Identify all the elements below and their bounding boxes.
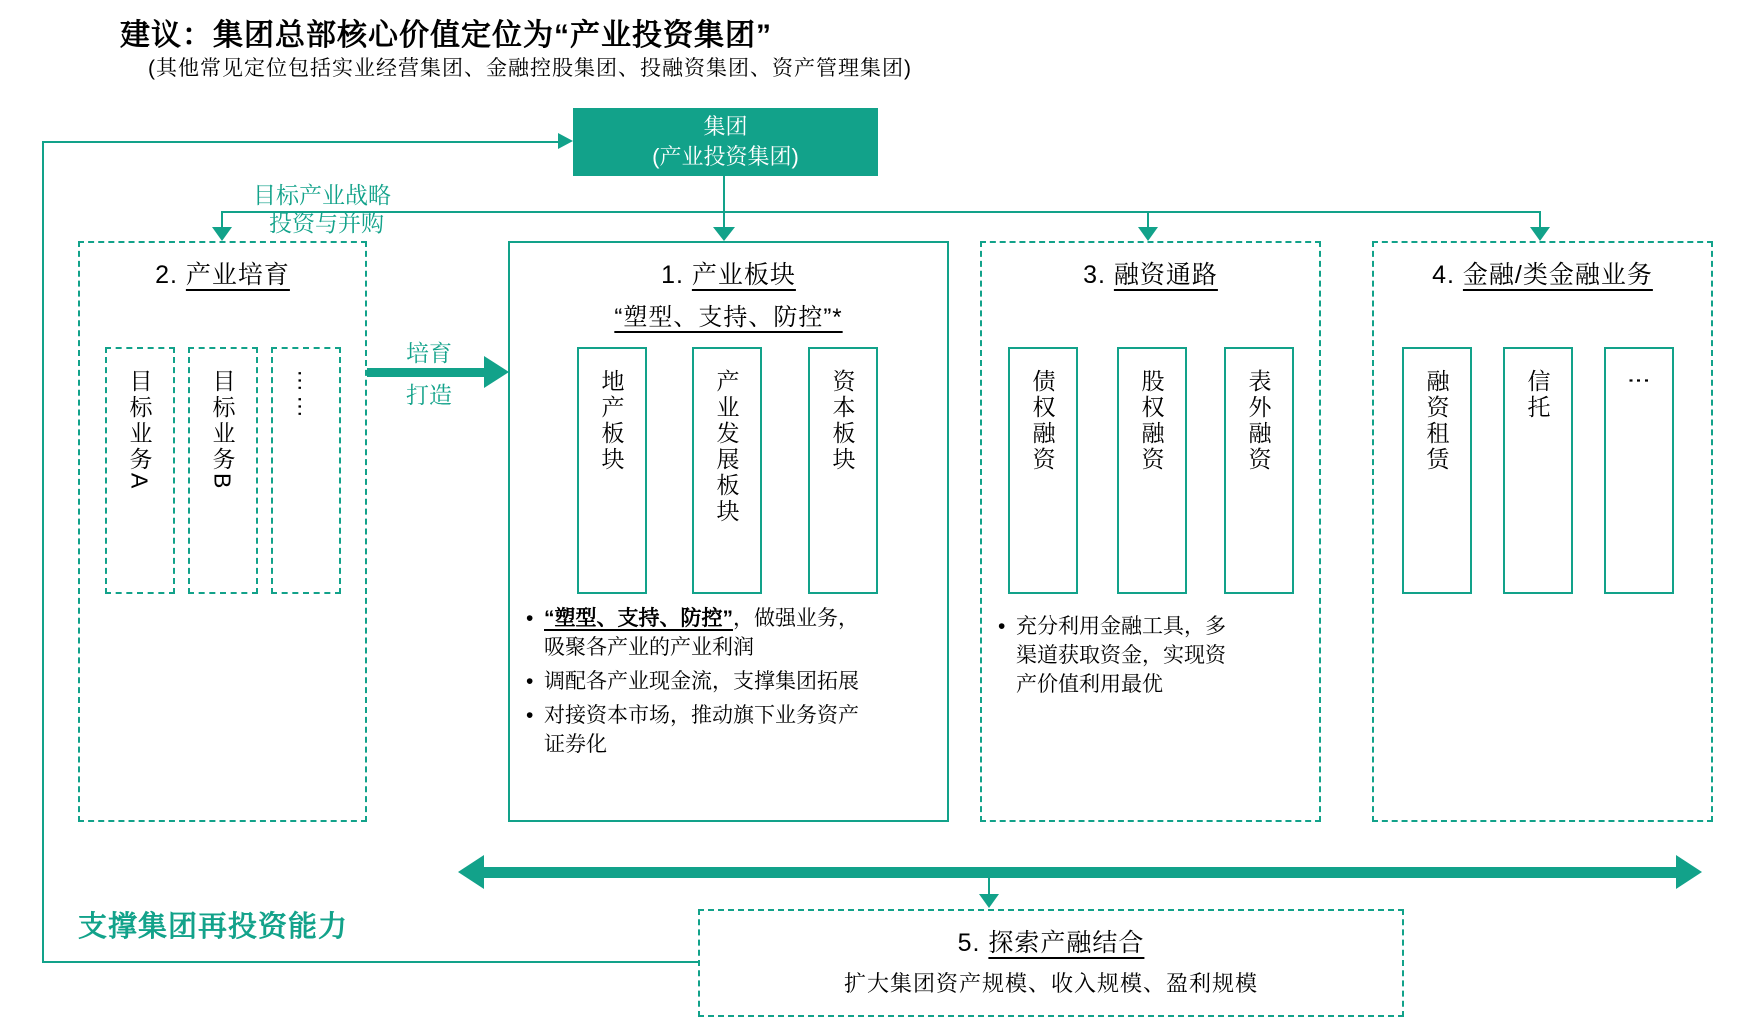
section-title-text: 产业板块 [691,261,796,289]
arrow-down-icon [1530,227,1550,241]
section-title-text: 金融/类金融业务 [1462,261,1653,289]
bullet-text: 充分利用金融工具，多渠道获取资金，实现资产价值利用最优 [1016,615,1226,696]
section-financial-biz-title [1374,255,1711,291]
strategy-label [253,181,391,237]
column-target-business-a [105,347,175,594]
column-off-balance-financing [1224,347,1294,594]
bullet-text: 对接资本市场，推动旗下业务资产证券化 [544,704,859,756]
feedback-bottom-line [42,961,698,963]
arrow-down-icon [212,227,232,241]
section-integration [698,909,1404,1017]
bullet-item [996,612,1236,699]
arrow-right-icon [558,133,573,149]
bullet-item [524,604,860,662]
column-equity-financing [1117,347,1187,594]
column-ellipsis [1604,347,1674,594]
section-number: 5. [957,929,981,957]
bullet-item [524,667,860,696]
page-title [120,10,772,54]
section-financing-title [982,255,1319,291]
cultivate-label-line2: 打造 [406,382,452,408]
bullet-text: 调配各产业现金流，支撑集团拓展 [544,670,859,693]
reinvest-label: 支撑集团再投资能力 [78,911,349,943]
arrow-down-icon [713,227,735,241]
column-label: 信托 [1524,369,1551,421]
cultivate-arrow-shaft [363,368,484,377]
connector-line [221,211,1540,213]
section-number: 3. [1083,261,1106,289]
page-subtitle: (其他常见定位包括实业经营集团、金融控股集团、投融资集团、资产管理集团) [148,57,912,80]
section-number: 2. [155,261,178,289]
bullet-item [524,701,860,759]
arrow-right-icon [484,356,509,388]
industry-bullet-list [524,604,860,764]
section-industry-subtitle: “塑型、支持、防控”* [614,304,843,331]
section-cultivation-title [80,255,365,291]
ellipsis-icon: …… [293,369,320,421]
arrow-right-icon [1676,855,1702,889]
column-label: 目标业务A [126,369,153,492]
column-label: 产业发展板块 [713,369,740,525]
column-industry-development [692,347,762,594]
section-title-text: 产业培育 [185,261,290,289]
section-integration-title [700,923,1402,959]
arrow-left-icon [458,855,484,889]
section-title-text: 探索产融结合 [988,929,1145,957]
drop-line-financing [1147,211,1149,227]
section-integration-subtitle: 扩大集团资产规模、收入规模、盈利规模 [843,971,1258,996]
arrow-down-icon [979,894,999,908]
group-node-line1: 集团 [703,114,748,139]
group-to-industry-line [723,176,725,229]
bullet-text: ，做强业务，吸聚各产业的产业利润 [544,607,859,659]
section-number: 4. [1432,261,1455,289]
drop-line-financial-biz [1539,211,1541,227]
section-title-text: 融资通路 [1113,261,1218,289]
column-ellipsis [271,347,341,594]
bullet-lead: “塑型、支持、防控” [544,607,733,630]
bottom-double-arrow-shaft [484,867,1676,878]
cultivate-label-line1: 培育 [406,340,452,366]
strategy-label-line2: 投资与并购 [269,210,384,236]
drop-line-cultivation [221,211,223,227]
column-target-business-b [188,347,258,594]
page-title-emphasis: “产业投资集团” [554,19,772,52]
arrow-down-icon [1138,227,1158,241]
section-number: 1. [661,261,684,289]
group-node [573,108,878,176]
page-title-prefix: 建议：集团总部核心价值定位为 [120,19,554,52]
column-label: 融资租赁 [1423,369,1450,473]
column-label: 目标业务B [209,369,236,492]
column-label: 资本板块 [829,369,856,473]
column-finance-leasing [1402,347,1472,594]
column-debt-financing [1008,347,1078,594]
column-label: 债权融资 [1029,369,1056,473]
ellipsis-icon: ⋮ [1626,369,1653,395]
column-label: 表外融资 [1245,369,1272,473]
feedback-top-line [42,141,560,143]
financing-bullet-list [996,612,1236,704]
strategy-label-line1: 目标产业战略 [253,182,391,208]
drop-line-integration [988,878,990,894]
group-node-line2: (产业投资集团) [652,144,799,169]
column-trust [1503,347,1573,594]
section-industry-title [510,255,947,291]
column-real-estate [577,347,647,594]
column-label: 股权融资 [1138,369,1165,473]
column-capital [808,347,878,594]
feedback-left-line [42,141,44,963]
column-label: 地产板块 [598,369,625,473]
